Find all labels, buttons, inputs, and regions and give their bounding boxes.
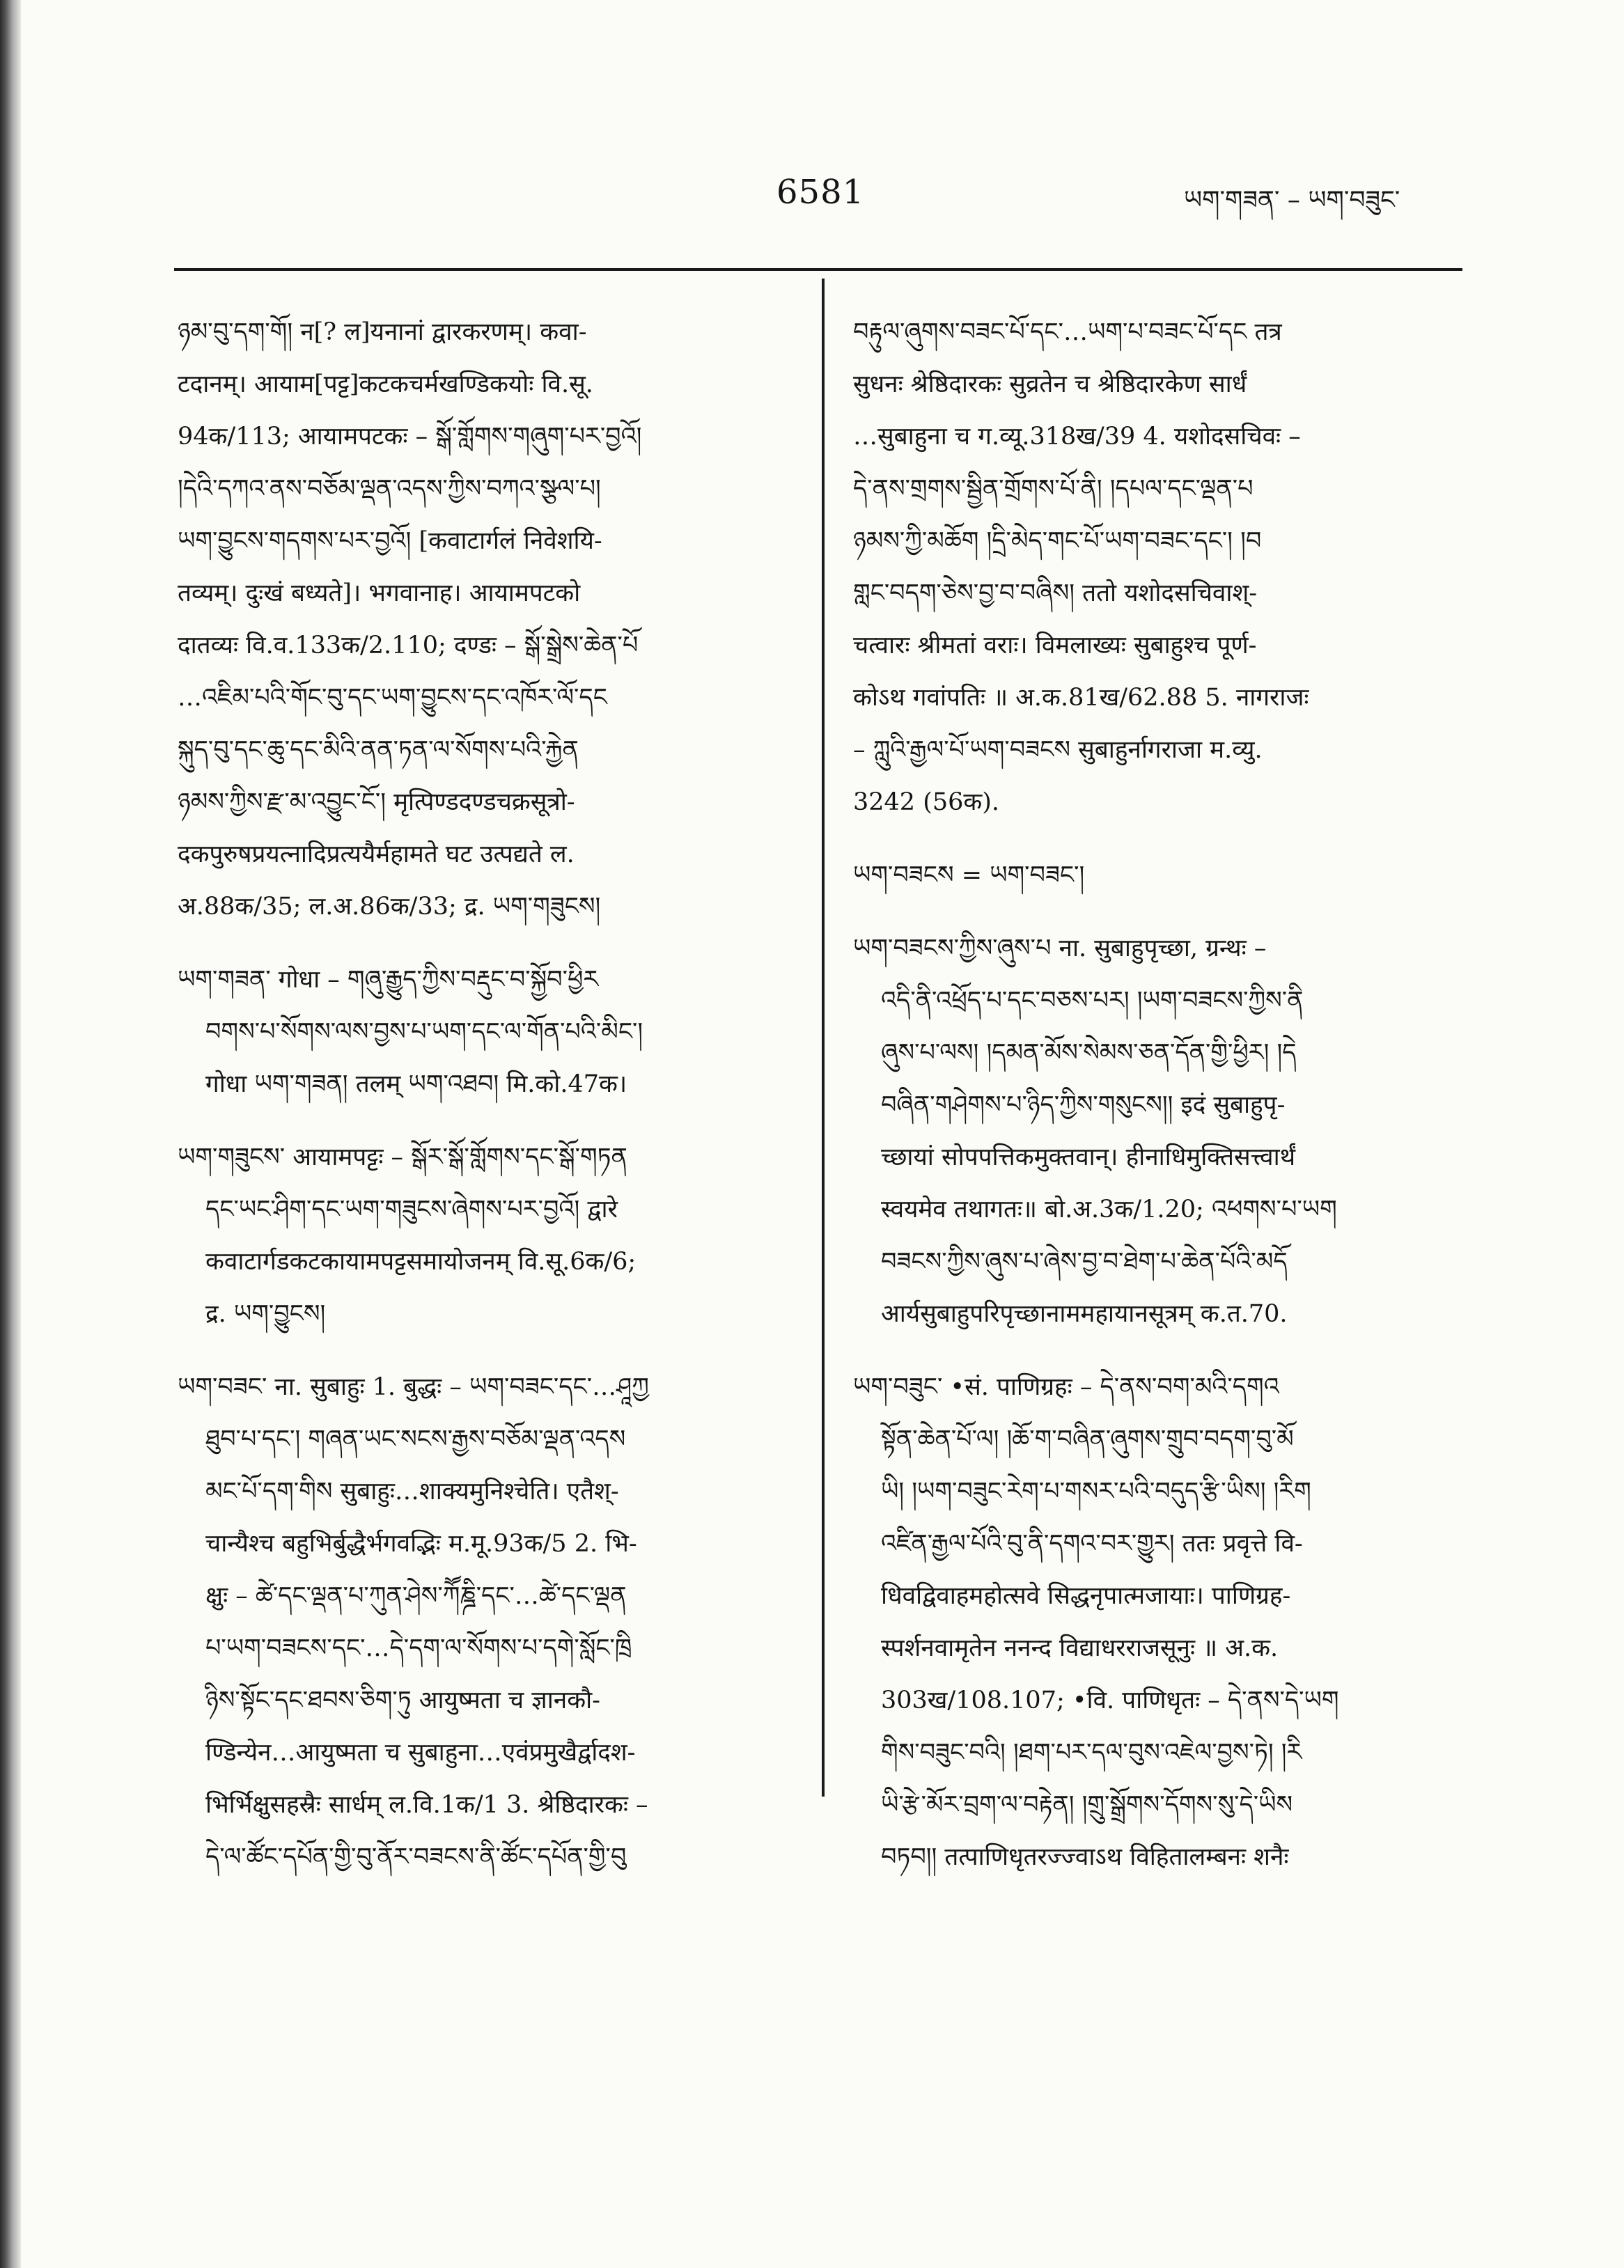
entry-continuation-line: कवाटार्गडकटकायामपट्टसमायोजनम् वि.सू.6क/6; xyxy=(205,1248,637,1276)
entry-line: …འཇིམ་པའི་གོང་བུ་དང་ཡག་བྱུངས་དང་འཁོར་ལོ་དང xyxy=(178,684,607,712)
scan-edge-shadow xyxy=(0,0,21,2268)
entry-line: ཡག་གཟུངས་ आयामपट्टः – སྒོར་སྒོ་གློགས་དང་སྒོ་གཏན xyxy=(178,1143,627,1171)
entry-separator xyxy=(853,829,1466,850)
entry-line: कोऽथ गवांपतिः ॥ अ.क.81ख/62.88 5. नागराजः xyxy=(853,684,1309,712)
entry-continuation-line: བཏབ།། तत्पाणिधृतरज्ज्वाऽथ विहितालम्बनः शनैः xyxy=(881,1843,1289,1871)
entry-continuation-line: བཟངས་ཀྱིས་ཞུས་པ་ཞེས་བྱ་བ་ཐེག་པ་ཆེན་པོའི་མདོ xyxy=(881,1248,1288,1276)
entry-line: तव्यम्। दुःखं बध्यते]। भगवानाह। आयामपटको xyxy=(178,579,581,607)
entry-continuation-line: गोधा ཡག་གཟན། तलम् ཡག་འཐབ། मि.को.47क। xyxy=(205,1070,627,1098)
entry-line: सुधनः श्रेष्ठिदारकः सुव्रतेन च श्रेष्ठिदारकेण सार्धं xyxy=(853,370,1247,398)
entry-line: ཉམ་བུ་དག་གོ། न[? ल]यनानां द्वारकरणम्। कवा- xyxy=(178,318,587,346)
entry-line: चत्वारः श्रीमतां वराः। विमलाख्यः सुबाहुश्च पूर्ण- xyxy=(853,632,1257,659)
entry-continuation-line: མང་པོ་དག་གིས सुबाहुः…शाक्यमुनिश्चेति। एतैश्- xyxy=(205,1478,619,1506)
entry-continuation-line: स्वयमेव तथागतः॥ बो.अ.3क/1.20; འཕགས་པ་ཡག xyxy=(881,1196,1337,1223)
entry-line: ཡག་བྱུངས་གདགས་པར་བྱའོ། [कवाटार्गलं निवेशयि- xyxy=(178,527,602,555)
entry-line: ཡག་བཟུང་ •सं. पाणिग्रहः – དེ་ནས་བག་མའི་དགའ xyxy=(853,1373,1279,1401)
entry-line: – ཀླུའི་རྒྱལ་པོ་ཡག་བཟངས सुबाहुर्नागराजा म.व्यु. xyxy=(853,736,1263,764)
entry-continuation-line: क्षुः – ཚེ་དང་ལྡན་པ་ཀུན་ཤེས་ཀཽཎྜི་དང་…ཚེ་དང་ལྡན xyxy=(205,1582,627,1610)
entry-continuation-line: आर्यसुबाहुपरिपृच्छानाममहायानसूत्रम् क.त.70. xyxy=(881,1300,1288,1328)
entry-continuation-line: च्छायां सोपपत्तिकमुक्तवान्। हीनाधिमुक्तिसत्त्वार्थं xyxy=(881,1143,1296,1171)
entry-line: ཉམས་ཀྱིས་རྫ་མ་འབྱུང་ངོ་། मृत्पिण्डदण्डचक्रसूत्रो- xyxy=(178,788,575,816)
entry-continuation-line: धिवद्विवाहमहोत्सवे सिद्धनृपात्मजायाः। पाणिग्रह- xyxy=(881,1582,1291,1610)
entry-continuation-line: ཡི། །ཡག་བཟུང་རེག་པ་གསར་པའི་བདུད་རྩི་ཡིས། །རིག xyxy=(881,1478,1311,1506)
entry-line: अ.88क/35; ल.अ.86क/33; द्र. ཡག་གཟུངས། xyxy=(178,893,601,921)
entry-line: टदानम्। आयाम[पट्ट]कटकचर्मखण्डिकयोः वि.सू. xyxy=(178,370,593,398)
entry-continuation-line: ཡི་རྩེ་མོར་བྲག་ལ་བརྟེན། །གྲུ་སྒྲོགས་དོགས་སུ་དེ་ཡིས xyxy=(881,1791,1293,1819)
entry-continuation-line: དང་ཡང་ཤིག་དང་ཡག་གཟུངས་ཞེགས་པར་བྱའོ། द्वारे xyxy=(205,1196,618,1223)
entry-continuation-line: भिर्भिक्षुसहस्रैः सार्धम् ल.वि.1क/1 3. श्रेष्ठिदारकः – xyxy=(205,1791,648,1819)
entry-continuation-line: དེ་ལ་ཚོང་དཔོན་གྱི་བུ་ནོར་བཟངས་ནི་ཚོང་དཔོན་གྱི་བུ xyxy=(205,1843,627,1871)
entry-separator xyxy=(178,933,804,954)
entry-separator xyxy=(178,1111,804,1132)
entry-continuation-line: བགས་པ་སོགས་ལས་བྱས་པ་ཡག་དང་ལ་གོན་པའི་མིང་། xyxy=(205,1018,643,1046)
entry-continuation-line: ཉིས་སྟོང་དང་ཐབས་ཅིག་ཏུ आयुष्मता च ज्ञानकौ- xyxy=(205,1687,600,1714)
entry-line: …सुबाहुना च ग.व्यू.318ख/39 4. यशोदसचिवः – xyxy=(853,423,1301,451)
entry-line: དེ་ནས་གྲགས་སྦྱིན་གྲོགས་པོ་ནི། །དཔལ་དང་ལྡན་པ xyxy=(853,475,1254,503)
entry-continuation-line: स्पर्शनवामृतेन ननन्द विद्याधरराजसूनुः ॥ अ.क. xyxy=(881,1634,1279,1662)
left-column xyxy=(178,306,804,1884)
entry-line: 94क/113; आयामपटकः – སྒོ་གློགས་གཞུག་པར་བྱའོ། xyxy=(178,423,642,451)
entry-continuation-line: འདི་ནི་འཕྲོད་པ་དང་བཅས་པར། །ཡག་བཟངས་ཀྱིས་ནི xyxy=(881,987,1304,1015)
entry-line: दातव्यः वि.व.133क/2.110; दण्डः – སྒོ་སྒྲེས་ཆེན་པོ xyxy=(178,632,639,659)
entry-separator xyxy=(853,1340,1466,1361)
entry-continuation-line: ཐུབ་པ་དང་། གཞན་ཡང་སངས་རྒྱས་བཅོམ་ལྡན་འདས xyxy=(205,1425,626,1453)
entry-line: བརྟུལ་ཞུགས་བཟང་པོ་དང་…ཡག་པ་བཟང་པོ་དང तत्र xyxy=(853,318,1282,346)
entry-line: གླང་བདག་ཅེས་བྱ་བ་བཞིས། ततो यशोदसचिवाश्- xyxy=(853,579,1258,607)
header-rule xyxy=(174,268,1462,271)
right-column xyxy=(853,306,1466,1884)
entry-separator xyxy=(853,902,1466,923)
entry-line: ཡག་བཟང་ ना. सुबाहुः 1. बुद्धः – ཡག་བཟང་དང་…ཤཱཀྱ xyxy=(178,1373,649,1401)
column-divider xyxy=(822,279,825,1797)
entry-line: ཡག་གཟན་ गोधा – གཞུ་རྒྱུད་ཀྱིས་བརྡུང་བ་སྐྱོབ་ཕྱིར xyxy=(178,966,599,994)
entry-continuation-line: འཛིན་རྒྱལ་པོའི་བུ་ནི་དགའ་བར་གྱུར། ततः प्रवृत्ते वि- xyxy=(881,1530,1303,1558)
entry-continuation-line: སྟོན་ཆེན་པོ་ལ། །ཆོ་ག་བཞིན་ཞུགས་གྲུབ་བདག་བུ་མོ xyxy=(881,1425,1294,1453)
entry-line: ཡག་བཟངས = ཡག་བཟང་། xyxy=(853,861,1085,889)
entry-line: दकपुरुषप्रयत्नादिप्रत्ययैर्महामते घट उत्पद्यते ल. xyxy=(178,840,575,868)
entry-separator xyxy=(178,1340,804,1361)
entry-continuation-line: द्र. ཡག་བྱུངས། xyxy=(205,1300,326,1328)
entry-continuation-line: ण्डिन्येन…आयुष्मता च सुबाहुना…एवंप्रमुखैर्द्वादश- xyxy=(205,1739,636,1767)
entry-continuation-line: ཞུས་པ་ལས། །དམན་མོས་སེམས་ཅན་དོན་གྱི་ཕྱིར། །དེ xyxy=(881,1039,1297,1067)
entry-continuation-line: བཞིན་གཤེགས་པ་ཉིད་ཀྱིས་གསུངས།། इदं सुबाहुपृ- xyxy=(881,1091,1286,1119)
entry-line: །དེའི་དཀའ་ནས་བཅོམ་ལྡན་འདས་ཀྱིས་བཀའ་སྩལ་པ། xyxy=(178,475,601,503)
running-head: ཡག་གཟན་ – ཡག་བཟུང་ xyxy=(1184,186,1400,214)
entry-line: སྐུད་བུ་དང་ཆུ་དང་མིའི་ནན་ཏན་ལ་སོགས་པའི་རྐྱེན xyxy=(178,736,579,764)
entry-continuation-line: चान्यैश्च बहुभिर्बुद्धैर्भगवद्भिः म.मू.93क/5 2. भि- xyxy=(205,1530,637,1558)
entry-continuation-line: 303ख/108.107; •वि. पाणिधृतः – དེ་ནས་དེ་ཡག xyxy=(881,1687,1339,1714)
entry-continuation-line: གིས་བཟུང་བའི། །ཐག་པར་དལ་བུས་འཇེལ་བྱས་ཏེ། །རི xyxy=(881,1739,1302,1767)
page-number: 6581 xyxy=(776,173,865,212)
entry-line: ཡག་བཟངས་ཀྱིས་ཞུས་པ ना. सुबाहुपृच्छा, ग्रन्थः – xyxy=(853,934,1267,962)
entry-line: ཉམས་ཀྱི་མཆོག །དྲི་མེད་གང་པོ་ཡག་བཟང་དང་། །བ xyxy=(853,527,1262,555)
entry-continuation-line: པ་ཡག་བཟངས་དང་…དེ་དག་ལ་སོགས་པ་དགེ་སློང་ཁྲི xyxy=(205,1634,632,1662)
entry-line: 3242 (56क). xyxy=(853,788,1000,816)
